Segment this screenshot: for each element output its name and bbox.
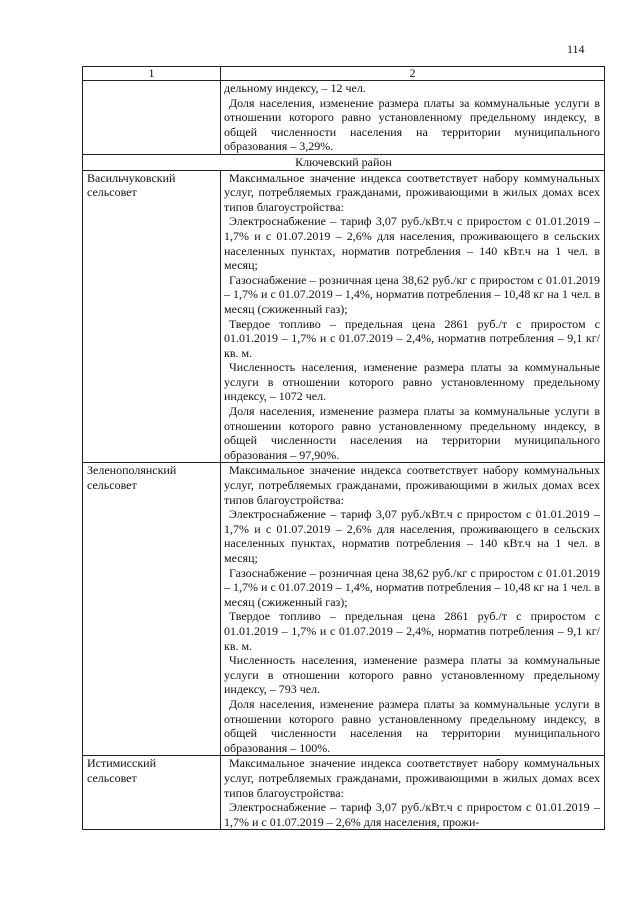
share-text: Доля населения, изменение размера платы за коммунальные услуги в отношении которого равно установленному предельному индексу, в общей численности населения на территории муниципального образования – 97,90%. [224, 404, 600, 462]
fuel-text: Твердое топливо – предельная цена 2861 руб./т с приростом с 01.01.2019 – 1,7% и с 01.07.2019 – 2,4%, норматив потребления – 9,1 кг/кв. м. [224, 609, 600, 653]
gas-text: Газоснабжение – розничная цена 38,62 руб./кг с приростом с 01.01.2019 – 1,7% и с 01.07.2019 – 1,4%, норматив потребления – 10,48 кг на 1 чел. в месяц (сжиженный газ); [224, 272, 600, 316]
details-cell [221, 756, 605, 830]
municipality-type: сельсовет [87, 770, 137, 785]
municipality-cell [83, 170, 221, 463]
details-cell [221, 170, 605, 463]
page-number: 114 [567, 42, 585, 56]
table-row [83, 463, 605, 756]
share-text: Доля населения, изменение размера платы за коммунальные услуги в отношении которого равно установленному предельному индексу, в общей численности населения на территории муниципального образования – 3,29%. [224, 95, 600, 154]
indices-table [82, 66, 605, 830]
details-cell [221, 463, 605, 756]
intro-text: Максимальное значение индекса соответствует набору коммунальных услуг, потребляемых гражданами, проживающими в жилых домах всех типов благоустройства: [224, 463, 600, 507]
population-text: Численность населения, изменение размера платы за коммунальные услуги в отношении которого равно установленному предельному индексу, – 1072 чел. [224, 360, 600, 404]
header-col-1: 1 [83, 67, 221, 81]
electricity-text: Электроснабжение – тариф 3,07 руб./кВт.ч с приростом с 01.01.2019 – 1,7% и с 01.07.2019 – 2,6% для населения, проживающего в сельских населенных пунктах, норматив потребления – 140 кВт.ч на 1 чел. в месяц; [224, 214, 600, 273]
electricity-text: Электроснабжение – тариф 3,07 руб./кВт.ч с приростом с 01.01.2019 – 1,7% и с 01.07.2019 – 2,6% для населения, прожи- [224, 800, 600, 829]
continuation-text: дельному индексу, – 12 чел. [224, 81, 366, 95]
district-title: Ключевский район [83, 154, 605, 170]
intro-text: Максимальное значение индекса соответствует набору коммунальных услуг, потребляемых гражданами, проживающими в жилых домах всех типов благоустройства: [224, 170, 600, 214]
municipality-cell [83, 463, 221, 756]
intro-text: Максимальное значение индекса соответствует набору коммунальных услуг, потребляемых гражданами, проживающими в жилых домах всех типов благоустройства: [224, 756, 600, 800]
table-row [83, 170, 605, 463]
municipality-name: Васильчуковский [87, 170, 176, 185]
municipality-name: Истимисский [87, 756, 156, 771]
district-row [83, 154, 605, 170]
fuel-text: Твердое топливо – предельная цена 2861 руб./т с приростом с 01.01.2019 – 1,7% и с 01.07.2019 – 2,4%, норматив потребления – 9,1 кг/кв. м. [224, 316, 600, 360]
population-text: Численность населения, изменение размера платы за коммунальные услуги в отношении которого равно установленному предельному индексу, – 793 чел. [224, 653, 600, 697]
details-cell [221, 81, 605, 155]
municipality-cell-empty [83, 81, 221, 155]
table-header-row [83, 67, 605, 81]
share-text: Доля населения, изменение размера платы за коммунальные услуги в отношении которого равно установленному предельному индексу, в общей численности населения на территории муниципального образования – 100%. [224, 696, 600, 755]
table-row [83, 756, 605, 830]
municipality-type: сельсовет [87, 185, 137, 200]
table-row-continuation [83, 81, 605, 155]
municipality-type: сельсовет [87, 478, 137, 493]
municipality-name: Зеленополянский [87, 463, 177, 478]
electricity-text: Электроснабжение – тариф 3,07 руб./кВт.ч с приростом с 01.01.2019 – 1,7% и с 01.07.2019 – 2,6% для населения, проживающего в сельских населенных пунктах, норматив потребления – 140 кВт.ч на 1 чел. в месяц; [224, 507, 600, 565]
gas-text: Газоснабжение – розничная цена 38,62 руб./кг с приростом с 01.01.2019 – 1,7% и с 01.07.2019 – 1,4%, норматив потребления – 10,48 кг на 1 чел. в месяц (сжиженный газ); [224, 565, 600, 609]
municipality-cell [83, 756, 221, 830]
header-col-2: 2 [221, 67, 605, 81]
